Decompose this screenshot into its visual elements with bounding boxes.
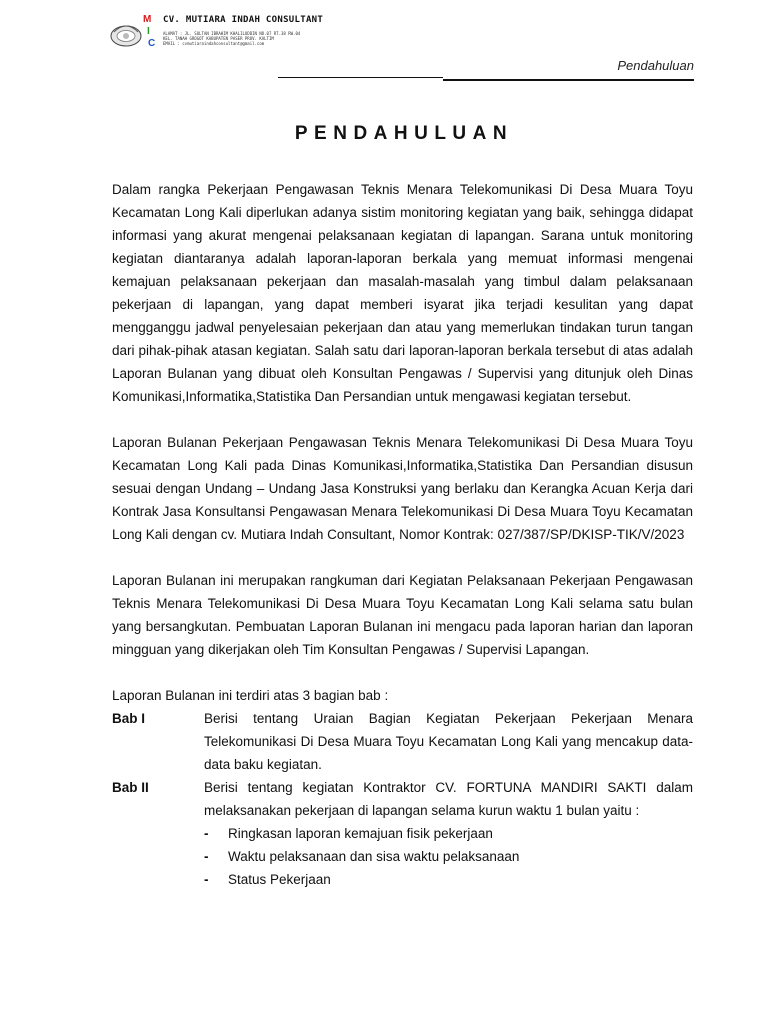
header-rule-thick	[443, 79, 694, 81]
page-title: PENDAHULUAN	[294, 123, 514, 144]
address-line-2: KEL. TANAH GROGOT KABUPATEN PASER PROV. KALTIM	[163, 36, 274, 41]
company-name: CV. MUTIARA INDAH CONSULTANT	[163, 15, 324, 25]
logo-letter-m: M	[143, 14, 152, 25]
body-content	[112, 178, 693, 891]
logo-letter-i: I	[147, 26, 150, 37]
logo-letter-c: C	[148, 38, 156, 49]
paragraph-intro: Dalam rangka Pekerjaan Pengawasan Teknis Menara Telekomunikasi Di Desa Muara Toyu Kecamatan Long Kali diperlukan adanya sistim monitoring kegiatan yang baik, sehingga didapat informasi yang akurat mengenai pelaksanaan kegiatan di lapangan. Sarana untuk monitoring kegiatan diantaranya adalah laporan-laporan berkala yang memuat informasi mengenai kemajuan pelaksanaan pekerjaan dan masalah-masalah yang timbul dalam pelaksanaan pekerjaan di lapangan, yang dapat memberi isyarat jika terjadi kesulitan yang dapat mengganggu jadwal penyelesaian pekerjaan dan atau yang memerlukan tindakan turun tangan dari pihak-pihak atasan kegiatan. Salah satu dari laporan-laporan berkala tersebut di atas adalah Laporan Bulanan yang dibuat oleh Konsultan Pengawas / Supervisi yang ditunjuk oleh Dinas Komunikasi,Informatika,Statistika Dan Persandian untuk mengawasi kegiatan tersebut.	[112, 182, 693, 404]
section-header: Pendahuluan	[617, 58, 694, 73]
bab-description	[204, 776, 693, 891]
bab-description: Berisi tentang Uraian Bagian Kegiatan Pekerjaan Pekerjaan Menara Telekomunikasi Di Desa Muara Toyu Kecamatan Long Kali yang mencakup data-data baku kegiatan.	[204, 711, 693, 772]
header-rule-thin	[278, 77, 443, 78]
bab-label: Bab II	[112, 780, 149, 795]
bab-description-text: Berisi tentang kegiatan Kontraktor CV. FORTUNA MANDIRI SAKTI dalam melaksanakan pekerjaan di lapangan selama kurun waktu 1 bulan yaitu :	[204, 780, 693, 818]
bullet-marker: -	[204, 872, 209, 887]
bullet-text: Status Pekerjaan	[228, 872, 331, 887]
letterhead	[110, 12, 325, 52]
bullet-text: Ringkasan laporan kemajuan fisik pekerjaan	[228, 826, 493, 841]
bullet-item	[204, 822, 693, 845]
company-logo	[110, 12, 160, 50]
bullet-text: Waktu pelaksanaan dan sisa waktu pelaksanaan	[228, 849, 520, 864]
bullet-item	[204, 868, 693, 891]
bab-item-1	[112, 707, 693, 776]
bullet-marker: -	[204, 849, 209, 864]
bab-item-2	[112, 776, 693, 891]
paragraph-summary: Laporan Bulanan ini merupakan rangkuman dari Kegiatan Pelaksanaan Pekerjaan Pengawasan Teknis Menara Telekomunikasi Di Desa Muara Toyu Kecamatan Long Kali selama satu bulan yang bersangkutan. Pembuatan Laporan Bulanan ini mengacu pada laporan harian dan laporan mingguan yang dikerjakan oleh Tim Konsultan Pengawas / Supervisi Lapangan.	[112, 573, 693, 657]
address-line-3: EMAIL : cvmutiaraindahconsultant@gmail.com	[163, 41, 265, 46]
bab-label: Bab I	[112, 711, 146, 726]
bullet-marker: -	[204, 826, 209, 841]
bullet-item	[204, 845, 693, 868]
paragraph-chapters-intro: Laporan Bulanan ini terdiri atas 3 bagian bab :	[112, 688, 389, 703]
address-line-1: ALAMAT : JL. SULTAN IBRAHIM KHALILUDDIN NO.07 RT.38 RW.04	[163, 31, 301, 36]
paragraph-report-basis: Laporan Bulanan Pekerjaan Pengawasan Teknis Menara Telekomunikasi Di Desa Muara Toyu Kecamatan Long Kali pada Dinas Komunikasi,Informatika,Statistika Dan Persandian disusun sesuai dengan Undang – Undang Jasa Konstruksi yang berlaku dan Kerangka Acuan Kerja dari Kontrak Jasa Konsultansi Pengawasan Menara Telekomunikasi Di Desa Muara Toyu Kecamatan Long Kali dengan cv. Mutiara Indah Consultant, Nomor Kontrak: 027/387/SP/DKISP-TIK/V/2023	[112, 435, 693, 542]
